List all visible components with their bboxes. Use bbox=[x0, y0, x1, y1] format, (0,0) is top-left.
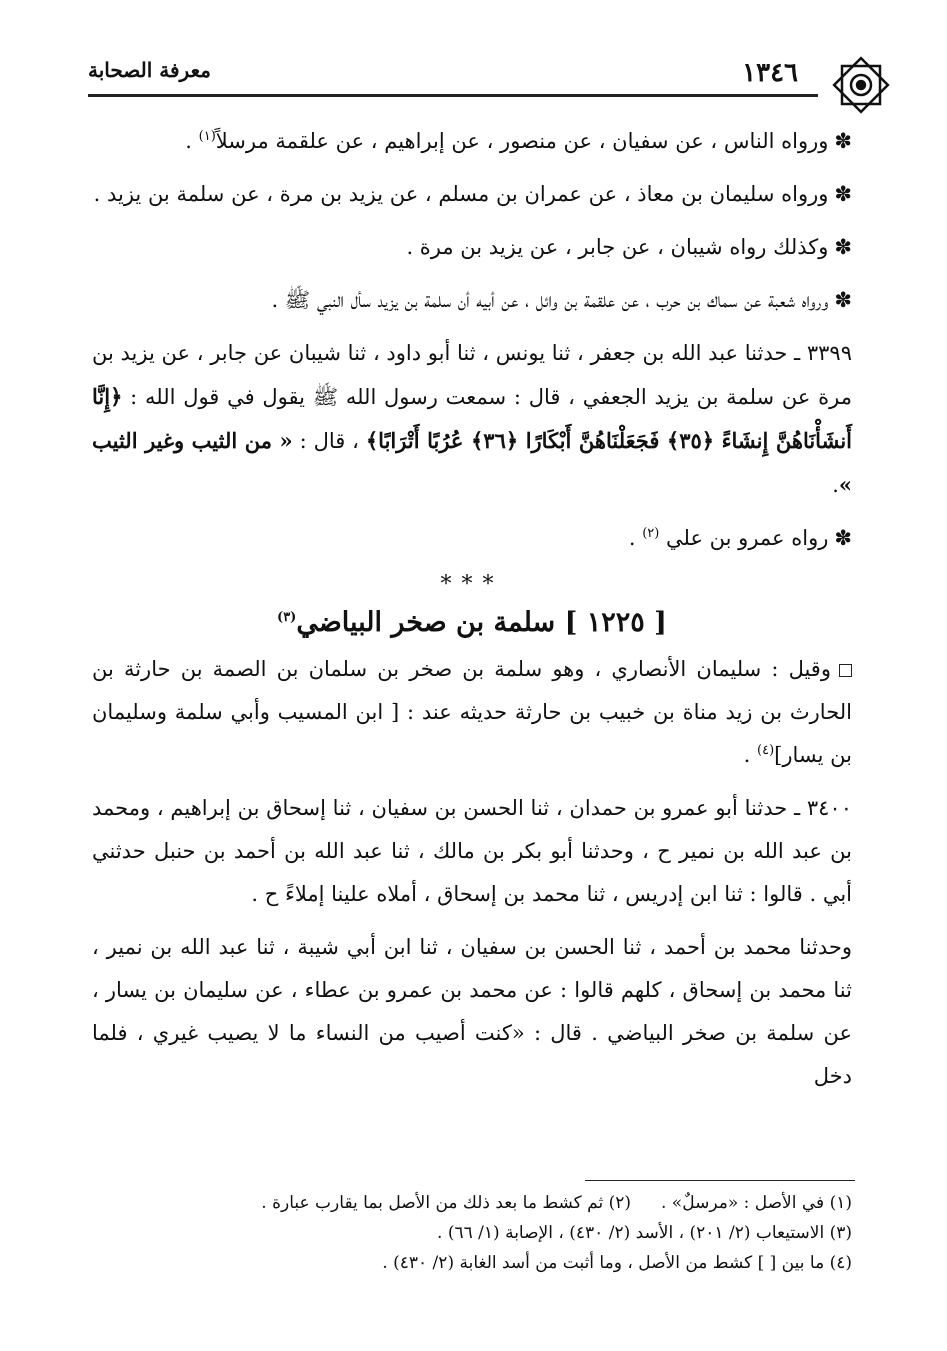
asterisk-icon: ✽ bbox=[834, 288, 852, 312]
footnote-ref-3: (٣) bbox=[277, 610, 297, 625]
paragraph-4: ✽ورواه شعبة عن سماك بن حرب ، عن علقمة بن وائل ، عن أبيه أن سلمة بن يزيد سأل النبي ﷺ . bbox=[271, 288, 852, 312]
hadith-3400: ٣٤٠٠ ـ حدثنا أبو عمرو بن حمدان ، ثنا الحسن بن سفيان ، ثنا إسحاق بن إبراهيم ، ومحمد بن عبد الله بن نمير ح ، وحدثنا أبو بكر بن مالك ، ثنا عبد الله بن أحمد بن حنبل حدثني أبي . قالوا : ثنا ابن إدريس ، ثنا محمد بن إسحاق ، أملاه علينا إملاءً ح . bbox=[92, 796, 852, 906]
header-divider bbox=[88, 94, 818, 97]
page-number: ١٣٤٦ bbox=[742, 58, 798, 88]
hadith-3399: ٣٣٩٩ ـ حدثنا عبد الله بن جعفر ، ثنا يونس ، ثنا أبو داود ، ثنا شيبان عن جابر ، عن يزيد بن مرة عن سلمة بن يزيد الجعفي ، قال : سمعت رسول الله ﷺ يقول في قول الله : ﴿إِنَّا أَنشَأْنَاهُنَّ إِنشَاءً ﴿٣٥﴾ فَجَعَلْنَاهُنَّ أَبْكَارًا ﴿٣٦﴾ عُرُبًا أَتْرَابًا﴾ ، قال : « من الثيب وغير الثيب ». bbox=[92, 341, 852, 497]
paragraph-6: ✽رواه عمرو بن علي $^{(٢)}$ . bbox=[628, 526, 852, 550]
asterisk-icon: ✽ bbox=[834, 235, 852, 259]
footnote-ref-4: (٤) bbox=[757, 743, 775, 758]
footnote-2: (٢) ثم كشط ما بعد ذلك من الأصل بما يقارب عبارة . bbox=[261, 1193, 631, 1213]
square-icon bbox=[839, 664, 852, 677]
asterisk-icon: ✽ bbox=[834, 182, 852, 206]
section-separator: *** bbox=[440, 572, 504, 597]
quran-verse: ﴿إِنَّا أَنشَأْنَاهُنَّ إِنشَاءً ﴿٣٥﴾ فَجَعَلْنَاهُنَّ أَبْكَارًا ﴿٣٦﴾ عُرُبًا أَتْرَابًا﴾ bbox=[92, 384, 852, 453]
paragraph-3: ✽وكذلك رواه شيبان ، عن جابر ، عن يزيد بن مرة . bbox=[406, 235, 852, 259]
paragraph-2: ✽ورواه سليمان بن معاذ ، عن عمران بن مسلم ، عن يزيد بن مرة ، عن سلمة بن يزيد . bbox=[93, 182, 852, 206]
footnote-row bbox=[92, 1188, 852, 1218]
page-body bbox=[92, 120, 852, 1108]
footnote-4: (٤) ما بين [ ] كشط من الأصل ، وما أثبت من أسد الغابة (٢/ ٤٣٠) . bbox=[382, 1253, 852, 1273]
section-title: [ ١٢٢٥ ] سلمة بن صخر البياضي$^{(٣)}$ bbox=[277, 607, 667, 638]
hadith-quote: « من الثيب وغير الثيب » bbox=[92, 428, 852, 497]
footnote-ref-2: (٢) bbox=[642, 526, 660, 541]
octagram-ornament-icon bbox=[828, 52, 894, 118]
asterisk-icon: ✽ bbox=[834, 129, 852, 153]
footnotes bbox=[92, 1188, 852, 1278]
footnote-divider bbox=[585, 1180, 855, 1181]
footnote-1: (١) في الأصل : «مرسلٌ» . bbox=[661, 1193, 852, 1213]
book-title: معرفة الصحابة bbox=[88, 58, 211, 82]
biography-paragraph: وقيل : سليمان الأنصاري ، وهو سلمة بن صخر بن سلمان بن الصمة بن حارثة بن الحارث بن زيد مناة بن خبيب بن حارثة حديثه عند : [ ابن المسيب وأبي سلمة وسليمان بن يسار]$^{(٤)}$ . bbox=[92, 657, 852, 767]
paragraph-1: ✽ورواه الناس ، عن سفيان ، عن منصور ، عن إبراهيم ، عن علقمة مرسلاً$^{(١)}$ . bbox=[185, 129, 852, 153]
footnote-ref-1: (١) bbox=[198, 129, 216, 144]
page-header bbox=[88, 44, 868, 94]
footnote-3: (٣) الاستيعاب (٢/ ٢٠١) ، الأسد (٢/ ٤٣٠) ، الإصابة (١/ ٦٦) . bbox=[437, 1223, 852, 1243]
asterisk-icon: ✽ bbox=[834, 526, 852, 550]
paragraph-9: وحدثنا محمد بن أحمد ، ثنا الحسن بن سفيان ، ثنا ابن أبي شيبة ، ثنا عبد الله بن نمير ، ثنا محمد بن إسحاق ، كلهم قالوا : عن محمد بن عمرو بن عطاء ، عن سليمان بن يسار ، عن سلمة بن صخر البياضي . قال : «كنت أصيب من النساء ما لا يصيب غيري ، فلما دخل bbox=[92, 935, 852, 1088]
